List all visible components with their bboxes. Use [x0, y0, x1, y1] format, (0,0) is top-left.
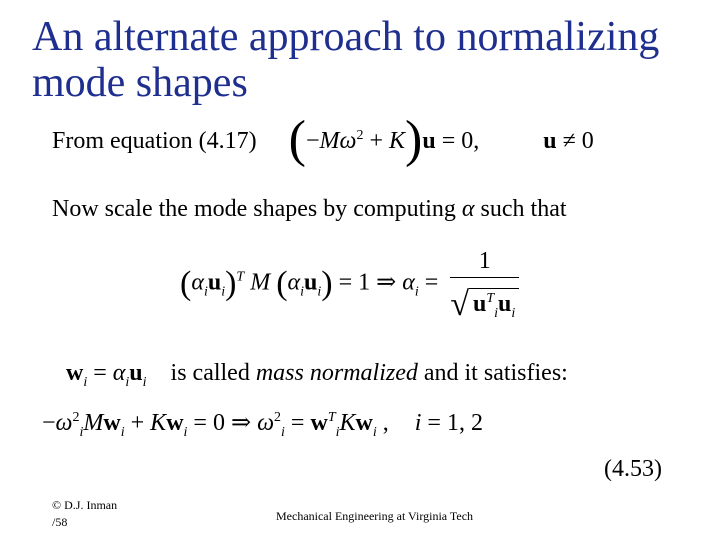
- mass-matrix-symbol: M: [319, 128, 340, 154]
- subscript: i: [414, 284, 419, 300]
- mode-vector-symbol: u: [207, 269, 222, 296]
- subscript: i: [183, 424, 188, 440]
- subscript: i: [511, 305, 516, 321]
- exponent: 2: [356, 128, 364, 143]
- stiffness-matrix-symbol: K: [389, 128, 406, 154]
- subscript: i: [142, 374, 147, 390]
- subscript: i: [125, 374, 130, 390]
- omega-symbol: ω: [339, 128, 357, 154]
- footer-author: © D.J. Inman: [52, 498, 118, 512]
- emphasized-term: mass normalized: [255, 360, 418, 386]
- subscript: i: [79, 424, 84, 440]
- paren: ): [225, 264, 237, 302]
- mode-vector-symbol: u: [304, 269, 318, 296]
- scaling-instruction-line: [52, 196, 567, 223]
- normalized-vector-symbol: w: [103, 410, 121, 436]
- instruction-text: Now scale the mode shapes by computing: [52, 196, 456, 222]
- alpha-symbol: α: [461, 196, 475, 222]
- equation-reference-label: From equation (4.17): [52, 128, 257, 154]
- not-equal-zero: ≠ 0: [556, 128, 594, 154]
- minus-sign: −: [42, 410, 56, 436]
- mass-matrix-symbol: M: [250, 269, 271, 296]
- implies-text: = 1 ⇒: [332, 269, 403, 296]
- description-text: is called: [170, 360, 250, 386]
- mass-normalized-equation: [42, 408, 483, 440]
- paren: ): [321, 264, 333, 302]
- instruction-text: such that: [480, 196, 567, 222]
- subscript: i: [120, 424, 125, 440]
- footer-page-number: /58: [52, 515, 68, 529]
- slide-title: An alternate approach to normalizing mode shapes: [32, 14, 660, 106]
- equals-sign: =: [418, 269, 445, 296]
- mode-vector-symbol: u: [498, 291, 512, 317]
- alpha-symbol: α: [112, 360, 126, 386]
- footer-institution: Mechanical Engineering at Virginia Tech: [276, 509, 474, 523]
- transpose-superscript: T: [236, 269, 245, 285]
- sqrt-body: [469, 288, 519, 321]
- subscript: i: [221, 284, 226, 300]
- paren: (: [180, 264, 192, 302]
- mass-matrix-symbol: M: [83, 410, 104, 436]
- normalized-vector-symbol: w: [166, 410, 184, 436]
- equation-number: (4.53): [604, 456, 662, 482]
- subscript: i: [300, 284, 305, 300]
- plus-sign: +: [124, 410, 151, 436]
- equals-zero: = 0,: [435, 128, 480, 154]
- mode-vector-symbol: u: [543, 128, 557, 154]
- sqrt-symbol: √: [450, 286, 469, 323]
- normalization-fraction: [450, 248, 519, 323]
- fraction-denominator: [450, 277, 519, 323]
- equals-sign: =: [87, 360, 113, 386]
- stiffness-matrix-symbol: K: [150, 410, 167, 436]
- alpha-symbol: α: [287, 269, 301, 296]
- subscript: i: [372, 424, 377, 440]
- exponent: 2: [274, 410, 282, 425]
- index-range: = 1, 2: [421, 410, 483, 436]
- subscript: i: [203, 284, 208, 300]
- alpha-symbol: α: [402, 269, 415, 296]
- subscript: i: [281, 424, 285, 440]
- paren: (: [276, 264, 288, 302]
- mode-vector-symbol: u: [422, 128, 436, 154]
- comma: ,: [376, 410, 389, 436]
- alpha-symbol: α: [191, 269, 204, 296]
- paren: (: [288, 111, 306, 168]
- subscript: i: [317, 284, 322, 300]
- normalized-vector-symbol: w: [66, 360, 84, 386]
- implies-text: = 0 ⇒: [187, 410, 258, 436]
- subscript: i: [335, 424, 340, 440]
- stiffness-matrix-symbol: K: [339, 410, 356, 436]
- subscript: i: [83, 374, 88, 390]
- index-variable: i: [414, 410, 422, 436]
- minus-sign: −: [305, 128, 320, 154]
- plus-sign: +: [363, 128, 390, 154]
- equation-4-17-line: [52, 111, 594, 168]
- description-text: and it satisfies:: [423, 360, 568, 386]
- transpose-superscript: T: [327, 410, 336, 425]
- exponent: 2: [72, 410, 80, 425]
- omega-symbol: ω: [257, 410, 275, 436]
- normalized-vector-symbol: w: [310, 410, 328, 436]
- normalized-vector-symbol: w: [355, 410, 373, 436]
- subscript: i: [494, 305, 499, 321]
- omega-symbol: ω: [55, 410, 73, 436]
- mass-normalized-definition: [66, 360, 568, 390]
- fraction-numerator: 1: [478, 248, 491, 274]
- scaling-equation: [180, 248, 519, 323]
- mode-vector-symbol: u: [129, 360, 143, 386]
- equals-sign: =: [284, 410, 311, 436]
- paren: ): [405, 111, 423, 168]
- mode-vector-symbol: u: [472, 291, 487, 317]
- transpose-superscript: T: [486, 291, 495, 306]
